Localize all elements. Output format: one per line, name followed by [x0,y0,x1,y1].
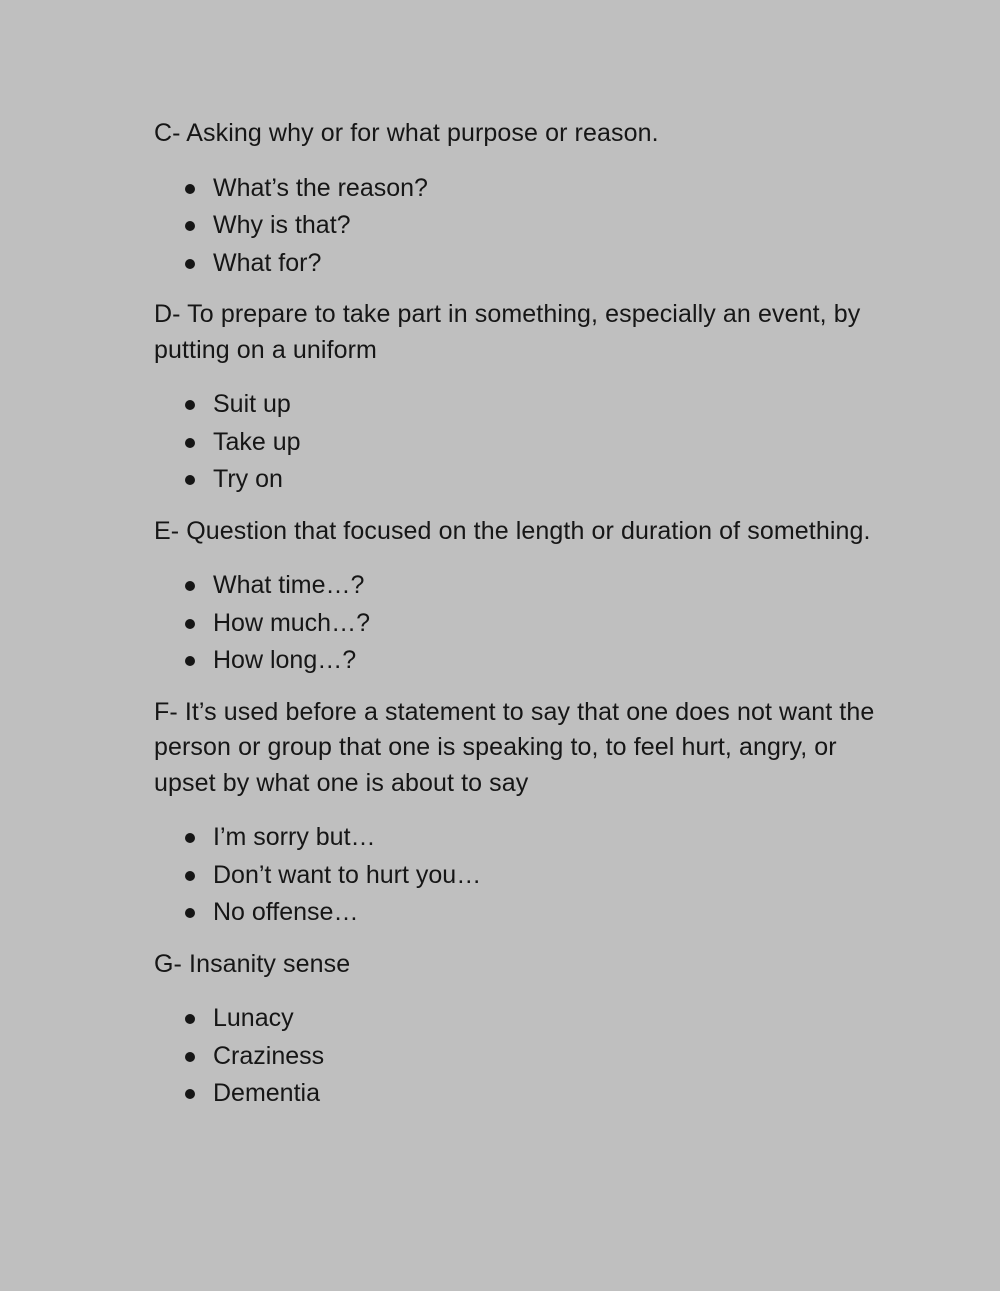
option-label: Take up [213,427,301,456]
options-list-c [154,170,899,283]
option-label: Try on [213,465,283,493]
bullet-icon [185,619,195,629]
prompt-c: C- Asking why or for what purpose or reason. [154,119,659,147]
option-item[interactable] [154,567,899,605]
prompt-e: E- Question that focused on the length or duration of something. [154,516,871,545]
options-list-g [154,1000,899,1113]
option-label: What’s the reason? [213,173,428,202]
options-list-d [154,386,899,499]
option-item[interactable] [154,642,899,680]
option-item[interactable] [154,207,899,245]
bullet-icon [185,475,195,485]
section-g [154,947,899,1113]
prompt-g: G- Insanity sense [154,949,351,978]
option-item[interactable] [154,386,899,424]
bullet-icon [185,259,195,269]
bullet-icon [185,438,195,448]
bullet-icon [185,908,195,918]
prompt-d: D- To prepare to take part in something, especially an event, by putting on a uniform [154,300,861,364]
option-label: I’m sorry but… [213,823,376,851]
section-d [154,297,899,499]
option-label: What time…? [213,571,365,599]
option-label: Dementia [213,1079,320,1107]
bullet-icon [185,581,195,591]
option-item[interactable] [154,1000,899,1038]
option-label: No offense… [213,898,359,926]
options-list-f [154,819,899,932]
bullet-icon [185,184,195,194]
option-item[interactable] [154,1075,899,1113]
worksheet-content [154,116,899,1113]
option-label: What for? [213,248,322,277]
option-item[interactable] [154,605,899,643]
option-label: Don’t want to hurt you… [213,860,482,889]
option-item[interactable] [154,1038,899,1076]
option-label: Craziness [213,1041,325,1070]
option-label: Why is that? [213,211,351,239]
prompt-f: F- It’s used before a statement to say that one does not want the person or group that one is speaking to, to feel hurt, angry, or upset by what one is about to say [154,697,875,797]
bullet-icon [185,833,195,843]
option-item[interactable] [154,894,899,932]
bullet-icon [185,400,195,410]
option-item[interactable] [154,424,899,462]
section-f [154,695,899,932]
options-list-e [154,567,899,680]
bullet-icon [185,871,195,881]
option-item[interactable] [154,245,899,283]
bullet-icon [185,1089,195,1099]
section-c [154,116,899,282]
option-item[interactable] [154,461,899,499]
bullet-icon [185,1014,195,1024]
option-label: How long…? [213,646,357,674]
section-e [154,514,899,680]
option-label: Suit up [213,390,291,418]
option-item[interactable] [154,170,899,208]
bullet-icon [185,221,195,231]
option-label: Lunacy [213,1004,294,1032]
option-item[interactable] [154,819,899,857]
bullet-icon [185,656,195,666]
option-item[interactable] [154,857,899,895]
bullet-icon [185,1052,195,1062]
option-label: How much…? [213,608,370,637]
